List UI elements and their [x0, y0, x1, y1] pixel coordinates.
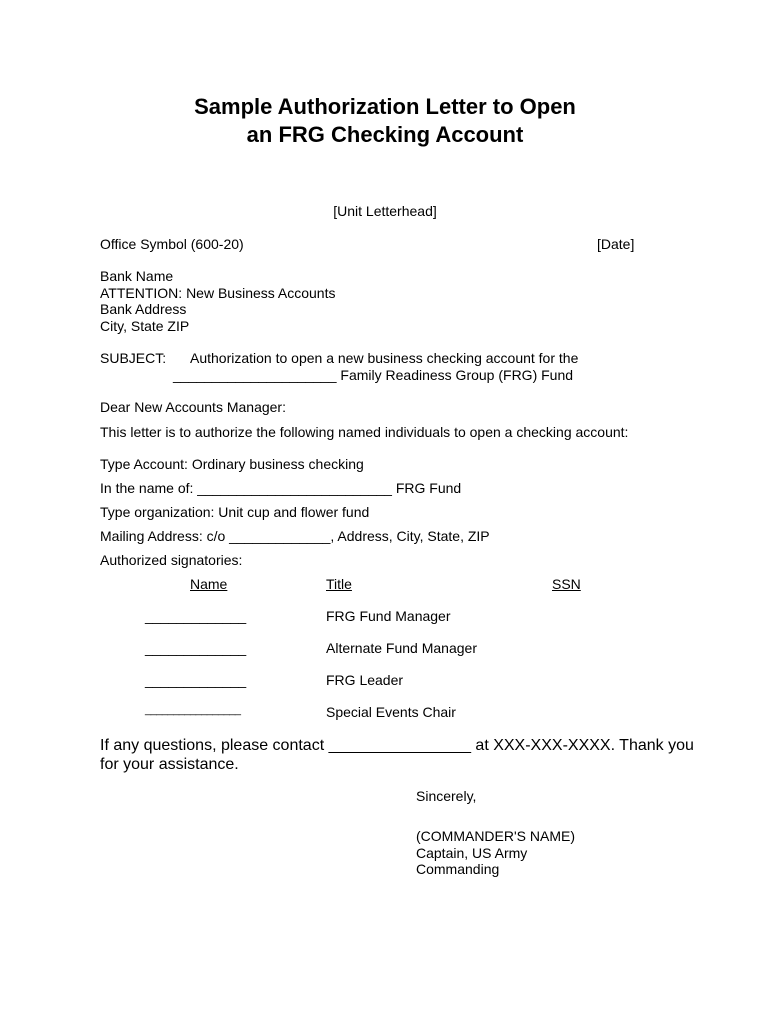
commander-rank: Captain, US Army: [416, 844, 528, 861]
signatory-name-blank: _________________: [145, 704, 241, 716]
bank-name: Bank Name: [100, 268, 174, 284]
closing-line-1: [100, 736, 694, 755]
mailing-label: Mailing Address: c/o: [100, 528, 230, 544]
office-symbol: Office Symbol (600-20): [100, 236, 244, 252]
mailing-suffix: , Address, City, State, ZIP: [330, 528, 490, 544]
mailing-address-line: [100, 528, 490, 544]
closing-line-2: for your assistance.: [100, 756, 239, 773]
commander-name: (COMMANDER'S NAME): [416, 828, 576, 844]
signature-block: [416, 828, 575, 878]
authorized-signatories: Authorized signatories:: [100, 552, 243, 568]
header-name: Name: [190, 576, 228, 592]
closing-prefix: If any questions, please contact: [100, 737, 329, 754]
letter-date: [Date]: [597, 236, 635, 252]
contact-blank: ________________: [328, 737, 471, 754]
title-line-2: an FRG Checking Account: [246, 122, 524, 147]
name-of-suffix: FRG Fund: [391, 480, 462, 496]
city-state-zip: City, State ZIP: [100, 317, 190, 334]
intro-paragraph: This letter is to authorize the following named individuals to open a checking account:: [100, 424, 629, 440]
header-ssn: SSN: [552, 576, 581, 592]
sincerely: Sincerely,: [416, 788, 477, 804]
name-of-label: In the name of:: [100, 480, 198, 496]
title-line-1: Sample Authorization Letter to Open: [194, 94, 576, 119]
page-title: [0, 93, 770, 149]
closing-paragraph: [100, 736, 694, 774]
mailing-blank: _____________: [229, 528, 331, 544]
subject-label: SUBJECT:: [100, 350, 167, 366]
signatory-name-blank: _____________: [145, 608, 247, 624]
signatory-title: FRG Fund Manager: [326, 608, 451, 624]
signatory-title: FRG Leader: [326, 672, 404, 688]
salutation: Dear New Accounts Manager:: [100, 399, 286, 415]
subject-line-2: [173, 367, 573, 384]
subject-blank: _____________________: [173, 367, 337, 383]
signatory-name-blank: _____________: [145, 640, 247, 656]
commander-role: Commanding: [416, 861, 500, 877]
header-title: Title: [326, 576, 352, 592]
type-organization: Type organization: Unit cup and flower fund: [100, 504, 370, 520]
unit-letterhead: [Unit Letterhead]: [333, 203, 437, 219]
signatory-name-blank: _____________: [145, 672, 247, 688]
name-of-line: [100, 480, 461, 496]
signatory-title: Alternate Fund Manager: [326, 640, 477, 656]
type-account: Type Account: Ordinary business checking: [100, 456, 364, 472]
bank-address-block: [100, 268, 335, 334]
subject-fund-text: Family Readiness Group (FRG) Fund: [336, 367, 574, 383]
name-of-blank: _________________________: [197, 480, 392, 496]
bank-address: Bank Address: [100, 301, 187, 317]
attention-line: ATTENTION: New Business Accounts: [100, 284, 336, 301]
subject-line-1: Authorization to open a new business checking account for the: [190, 350, 579, 366]
signatory-title: Special Events Chair: [326, 704, 456, 720]
closing-suffix: at XXX-XXX-XXXX. Thank you: [470, 737, 694, 754]
